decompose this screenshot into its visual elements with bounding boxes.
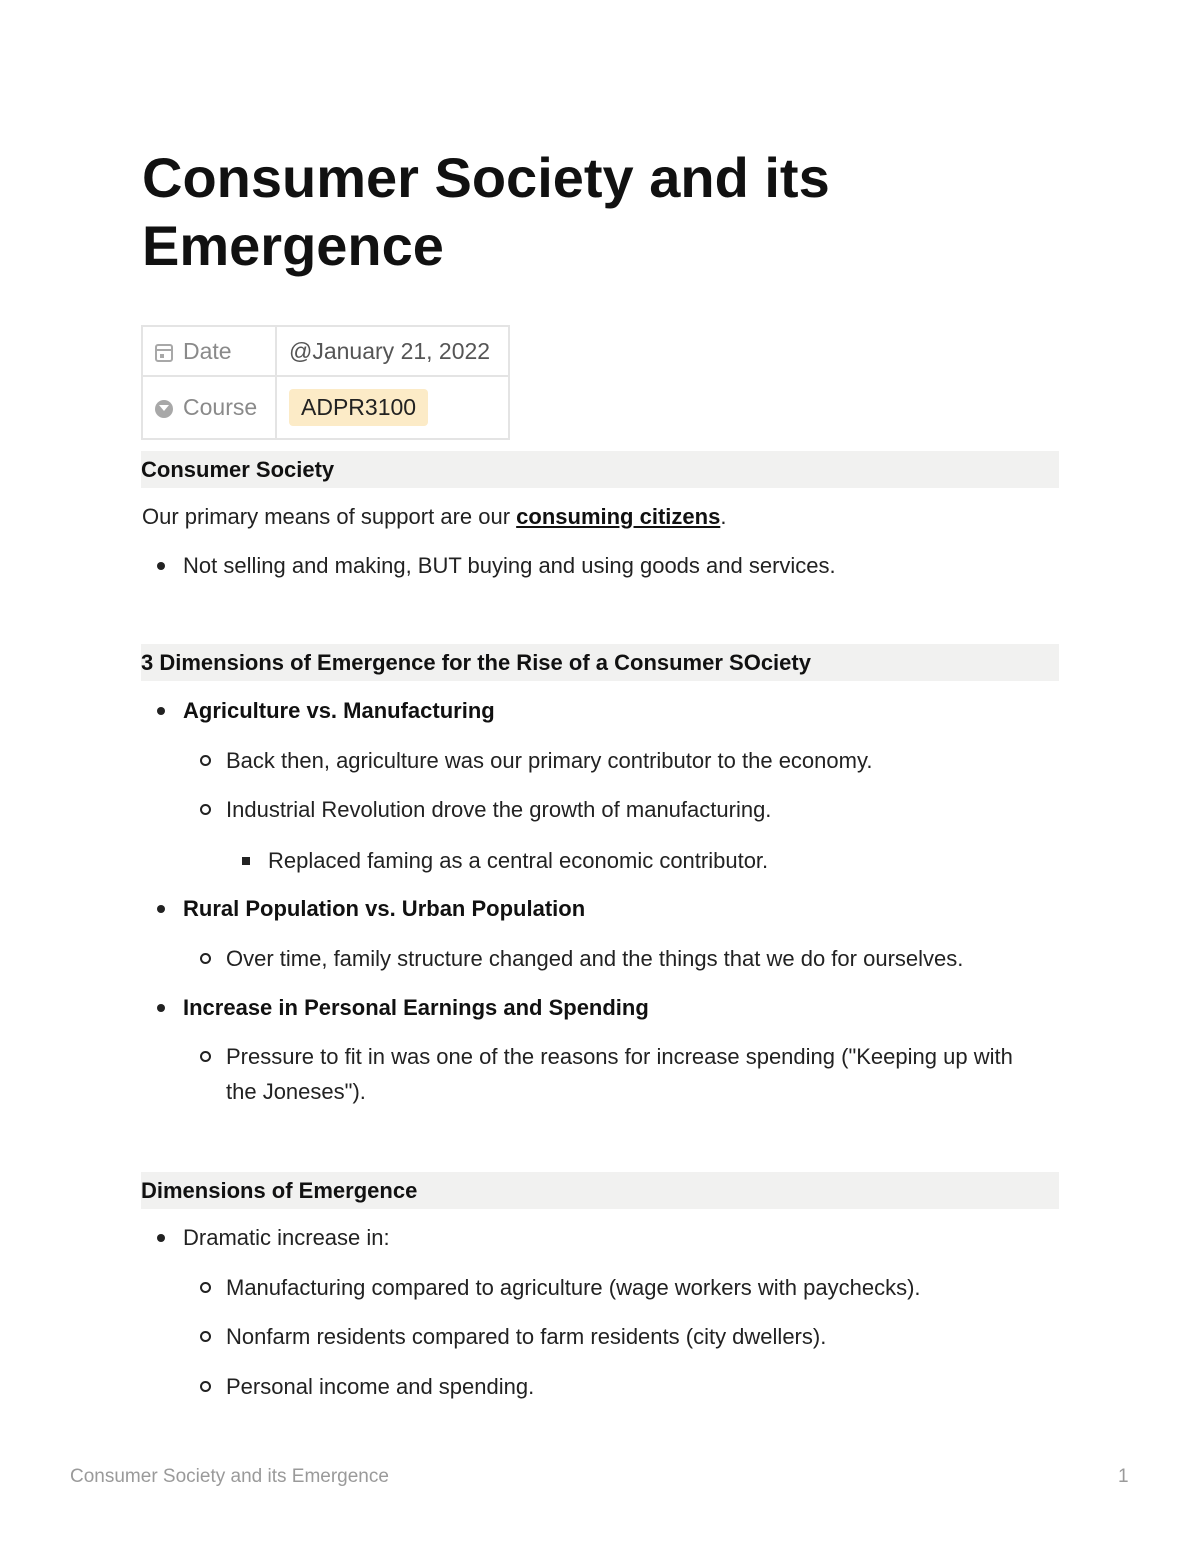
section-heading-dimensions: Dimensions of Emergence xyxy=(141,1172,1059,1209)
bullet-square-icon xyxy=(242,857,250,865)
bullet-circle-icon xyxy=(200,1331,211,1342)
bullet-disc-icon xyxy=(157,707,165,715)
list-item xyxy=(226,1039,1026,1109)
course-label: Course xyxy=(183,394,258,420)
select-icon xyxy=(155,400,173,418)
properties-table xyxy=(141,325,510,440)
list-item xyxy=(183,1220,390,1255)
list-item xyxy=(226,792,771,827)
list-item xyxy=(226,1319,826,1354)
list-item xyxy=(226,941,963,976)
list-item-text: Manufacturing compared to agriculture (wage workers with paychecks). xyxy=(226,1275,921,1300)
list-item xyxy=(226,743,872,778)
list-item xyxy=(268,843,768,878)
date-property-key xyxy=(142,326,276,376)
list-item xyxy=(226,1369,534,1404)
course-property-key xyxy=(142,376,276,439)
list-item xyxy=(183,548,836,583)
course-value-cell[interactable] xyxy=(276,376,509,439)
paragraph-text: Our primary means of support are our xyxy=(142,504,517,529)
course-tag[interactable]: ADPR3100 xyxy=(289,389,428,426)
list-item xyxy=(183,891,585,926)
bullet-circle-icon xyxy=(200,1282,211,1293)
date-label: Date xyxy=(183,337,232,364)
bullet-circle-icon xyxy=(200,804,211,815)
footer-page-number: 1 xyxy=(1118,1466,1129,1487)
list-item-text: Over time, family structure changed and the things that we do for ourselves. xyxy=(226,946,964,971)
section-heading-consumer-society: Consumer Society xyxy=(141,451,1059,488)
list-item-text: Replaced faming as a central economic contributor. xyxy=(268,848,769,873)
list-item-text: Agriculture vs. Manufacturing xyxy=(183,698,495,723)
list-item-text: Back then, agriculture was our primary contributor to the economy. xyxy=(226,748,873,773)
bullet-circle-icon xyxy=(200,755,211,766)
list-item-text: Increase in Personal Earnings and Spending xyxy=(183,995,649,1020)
list-item xyxy=(183,693,495,728)
bullet-disc-icon xyxy=(157,1004,165,1012)
date-property-row xyxy=(142,326,509,376)
list-item xyxy=(226,1270,921,1305)
emphasis-consuming-citizens: consuming citizens xyxy=(516,504,721,529)
footer-document-title: Consumer Society and its Emergence xyxy=(70,1466,389,1487)
bullet-disc-icon xyxy=(157,905,165,913)
list-item-text: Rural Population vs. Urban Population xyxy=(183,896,586,921)
list-item-text: Not selling and making, BUT buying and using goods and services. xyxy=(183,553,836,578)
list-item-text: Industrial Revolution drove the growth of manufacturing. xyxy=(226,797,772,822)
bullet-circle-icon xyxy=(200,1051,211,1062)
bullet-disc-icon xyxy=(157,562,165,570)
list-item-text: Personal income and spending. xyxy=(226,1374,535,1399)
bullet-circle-icon xyxy=(200,953,211,964)
course-property-row xyxy=(142,376,509,439)
page-title: Consumer Society and its Emergence xyxy=(142,146,830,277)
section-heading-three-dimensions: 3 Dimensions of Emergence for the Rise of a Consumer SOciety xyxy=(141,644,1059,681)
paragraph-primary-means xyxy=(142,499,726,534)
bullet-disc-icon xyxy=(157,1234,165,1242)
list-item-text: Pressure to fit in was one of the reasons for increase spending ("Keeping up with the Joneses"). xyxy=(226,1044,1013,1104)
list-item-text: Nonfarm residents compared to farm residents (city dwellers). xyxy=(226,1324,827,1349)
paragraph-end: . xyxy=(720,504,727,529)
calendar-icon xyxy=(155,344,173,362)
list-item-text: Dramatic increase in: xyxy=(183,1225,390,1250)
list-item xyxy=(183,990,649,1025)
bullet-circle-icon xyxy=(200,1381,211,1392)
date-value[interactable]: @January 21, 2022 xyxy=(276,326,509,376)
